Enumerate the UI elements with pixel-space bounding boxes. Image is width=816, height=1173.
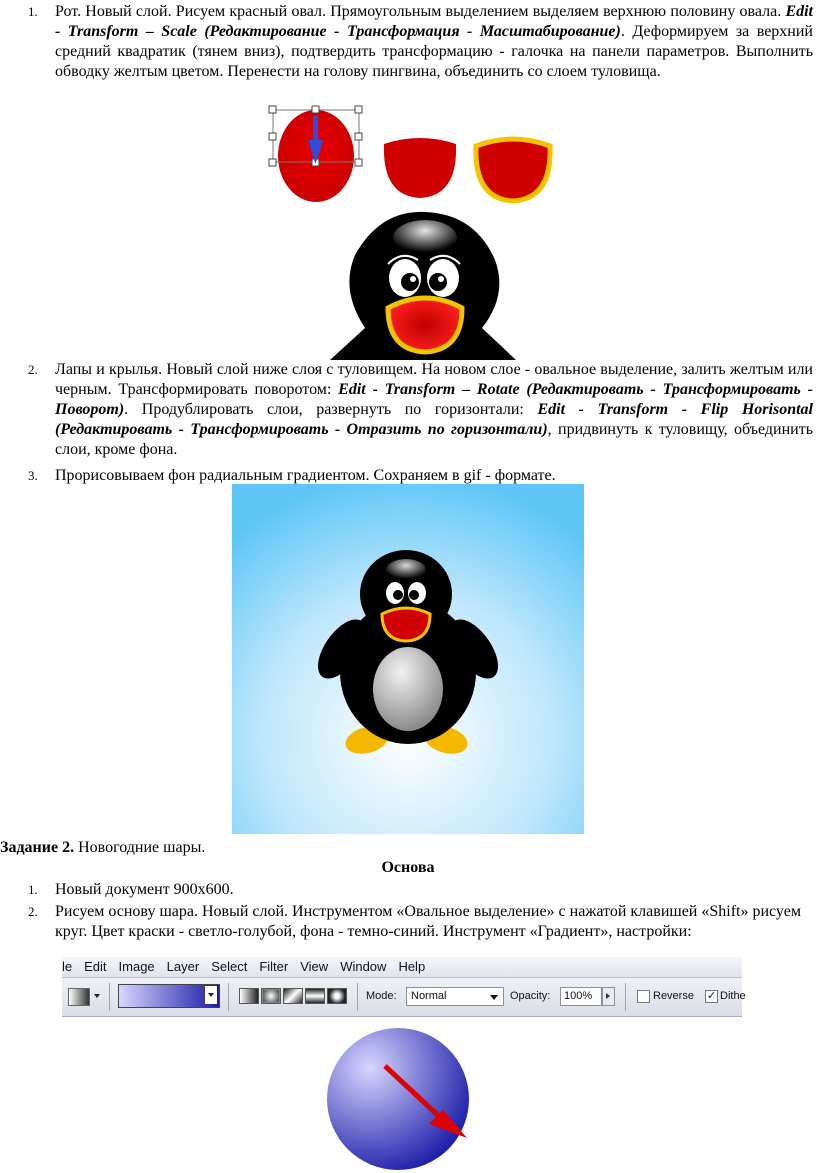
menu-file-partial[interactable]: le	[62, 959, 73, 974]
opacity-slider-arrow-icon[interactable]	[602, 987, 615, 1006]
task-2-step-1-number: 1.	[28, 882, 38, 897]
menu-image[interactable]: Image	[118, 959, 155, 974]
menu-view[interactable]: View	[300, 959, 329, 974]
linear-gradient-button[interactable]	[239, 988, 259, 1004]
blue-ball	[327, 1028, 469, 1170]
menu-filter[interactable]: Filter	[259, 959, 289, 974]
mode-label: Mode:	[366, 990, 397, 1002]
step-3-number: 3.	[28, 468, 38, 483]
angle-gradient-button[interactable]	[283, 988, 303, 1004]
radial-gradient-button[interactable]	[261, 988, 281, 1004]
gradient-picker-dropdown-icon[interactable]	[204, 986, 217, 1004]
mode-select[interactable]	[406, 987, 504, 1006]
penguin-head-illustration	[330, 210, 516, 360]
step-3-text: Прорисовываем фон радиальным градиентом. Сохраняем в gif - формате.	[55, 467, 556, 484]
task-2-step-2-text: Рисуем основу шара. Новый слой. Инструментом «Овальное выделение» с нажатой клавишей «Shift» рисуем круг. Цвет краски - светло-голубой, фона - темно-синий. Инструмент «Градиент», настройки:	[55, 903, 801, 940]
mode-select-value: Normal	[411, 990, 447, 1002]
reflected-gradient-button[interactable]	[305, 988, 325, 1004]
step-2-emphasis-flip: Edit - Transform - Flip Horisontal (Редактировать - Трансформировать - Отразить по горизонтали)	[55, 401, 813, 438]
half-oval-red	[384, 138, 456, 198]
task-2-step-2-number: 2.	[28, 904, 38, 919]
step-2-text: Лапы и крылья. Новый слой ниже слоя с туловищем. На новом слое - овальное выделение, залить желтым или черным. Трансформировать поворотом: Edit - Transform – Rotate (Редактировать - Трансформировать - Поворот). Продублировать слои, развернуть по горизонтали: Edit - Transform - Flip Horisontal (Редактировать - Трансформировать - Отразить по горизонтали), придвинуть к туловищу, объединить слои, кроме фона.	[55, 361, 814, 458]
penguin-beak	[388, 298, 462, 352]
task-2-subheading: Основа	[381, 859, 435, 876]
step-1-text	[55, 2, 813, 82]
photoshop-menubar	[62, 957, 742, 978]
step-2-number: 2.	[28, 362, 38, 377]
step-1-text-b: . Деформируем за верхний средний квадратик (тянем вниз), подтвердить трансформацию - галочка на панели параметров. Выполнить обводку желтым цветом. Перенести на голову пингвина, объединить со слоем туловища.	[55, 23, 813, 80]
menu-select[interactable]: Select	[211, 959, 248, 974]
red-oval-with-handles	[269, 106, 362, 202]
task-2-label: Задание 2.	[0, 839, 75, 856]
penguin-final-illustration	[232, 484, 584, 834]
gradient-ball-illustration	[325, 1026, 471, 1172]
reverse-checkbox[interactable]	[637, 990, 650, 1003]
task-2-step-1-text: Новый документ 900х600.	[55, 881, 234, 898]
diamond-gradient-button[interactable]	[327, 988, 347, 1004]
opacity-label: Opacity:	[510, 990, 551, 1002]
menu-help[interactable]: Help	[398, 959, 426, 974]
photoshop-options-bar	[62, 978, 746, 1017]
task-2-title: Новогодние шары.	[74, 839, 206, 856]
task-2-heading	[0, 838, 760, 858]
step-2-emphasis-rotate: Edit - Transform – Rotate (Редактировать - Трансформировать - Поворот)	[55, 381, 814, 418]
mouth-transform-illustration	[262, 104, 562, 206]
menu-window[interactable]: Window	[340, 959, 387, 974]
step-1-text-a: Рот. Новый слой. Рисуем красный овал. Прямоугольным выделением выделяем верхнюю половину овала.	[55, 3, 786, 20]
penguin-belly	[373, 647, 443, 731]
reverse-label: Reverse	[653, 990, 694, 1002]
mode-dropdown-arrow-icon[interactable]	[490, 995, 498, 1000]
step-1-number: 1.	[28, 4, 38, 19]
gradient-tool-preset[interactable]	[68, 988, 90, 1006]
menu-edit[interactable]: Edit	[84, 959, 107, 974]
tool-preset-arrow-icon[interactable]	[94, 994, 100, 998]
dither-label: Dithe	[720, 990, 746, 1002]
half-oval-stroked	[476, 139, 550, 201]
dither-check-icon: ✓	[706, 990, 717, 1002]
menu-layer[interactable]: Layer	[166, 959, 200, 974]
step-1-emphasis: Edit - Transform – Scale (Редактирование - Трансформация - Масштабирование)	[55, 3, 813, 40]
opacity-input[interactable]: 100%	[560, 987, 602, 1006]
dither-checkbox[interactable]	[705, 990, 718, 1003]
